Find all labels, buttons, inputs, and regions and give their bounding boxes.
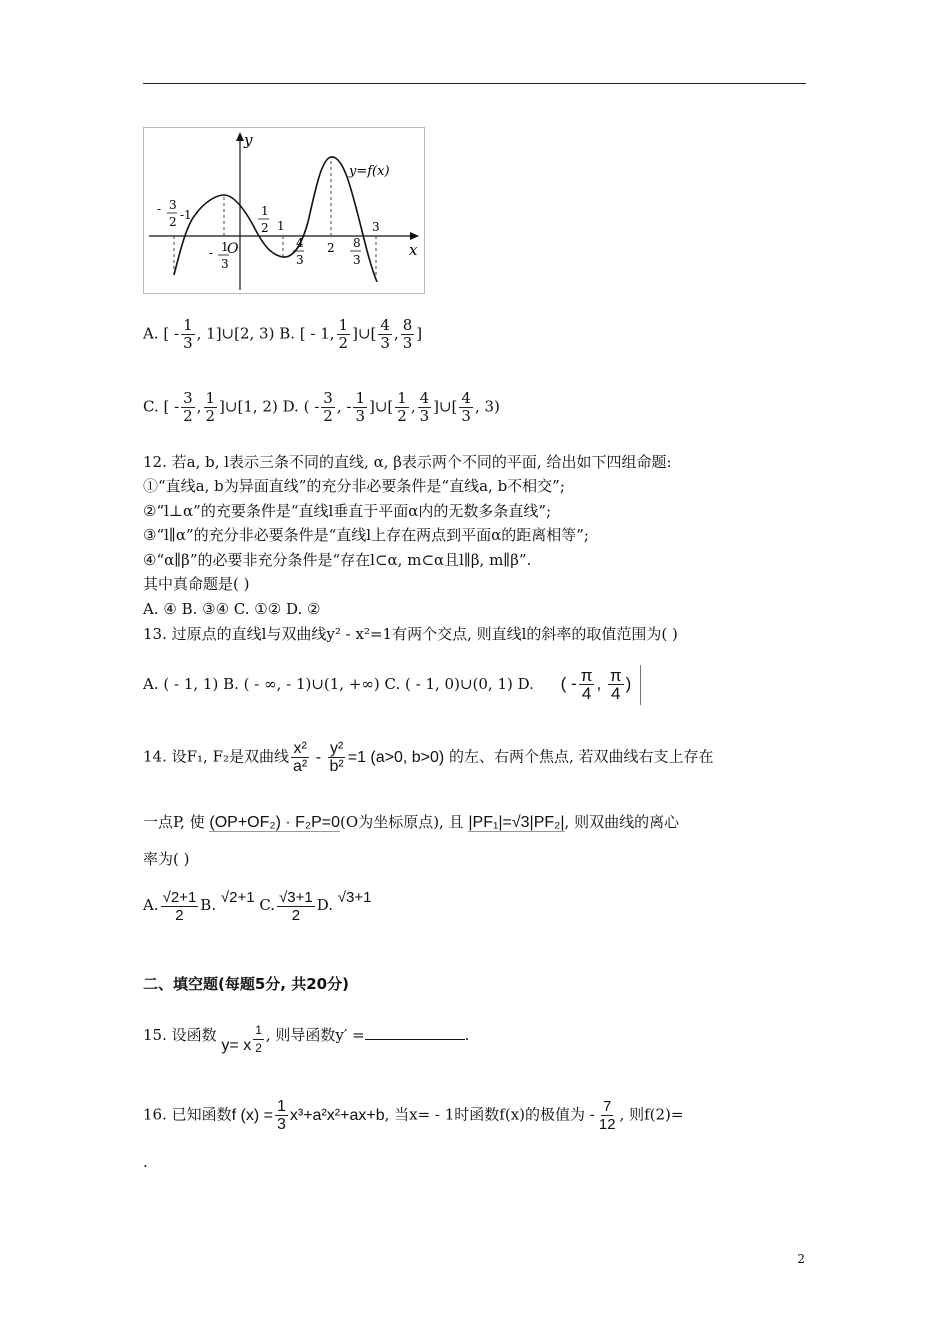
svg-text:3: 3 (296, 253, 304, 267)
q15-answer-blank[interactable] (365, 1024, 465, 1040)
svg-text:2: 2 (261, 221, 269, 235)
q16-answer-dot: . (143, 1153, 148, 1171)
q12-prop-1: ①“直线a, b为异面直线”的充分非必要条件是“直线a, b不相交”; (143, 477, 565, 495)
function-graph (143, 127, 425, 294)
q11-options-ab: A. [ - $\frac{1}{3}$ , 1]∪[2, 3) B. [ - 1, $\frac{1}{2}$ ]∪[ $\frac{4}{3}$ , $\frac{8}{3}$ ] (143, 316, 423, 352)
q12-prop-3: ③“l∥α”的充分非必要条件是“直线l上存在两点到平面α的距离相等”; (143, 526, 589, 544)
q11-options-cd: C. [ - $\frac{3}{2}$ , $\frac{1}{2}$ ]∪[1, 2) D. ( - $\frac{3}{2}$ , - $\frac{1}{3}$ ]∪[ $\frac{1}{2}$ , $\frac{4}{3}$ ]∪[ $\frac{4}{3}$ , 3) (143, 389, 500, 425)
q13-options: A. ( - 1, 1) B. ( - ∞, - 1)∪(1, +∞) C. ( - 1, 0)∪(0, 1) D. ( - $\frac{\pi}{4}$ , $\frac{\pi}{4}$ ) (143, 665, 641, 705)
q12-prop-2: ②“l⊥α”的充要条件是“直线l垂直于平面α内的无数多条直线”; (143, 502, 552, 520)
svg-text:3: 3 (221, 257, 229, 271)
q14-line-1: 14. 设F₁, F₂是双曲线 $\frac{\text{x²}}{\text{a²}}$ - $\frac{\text{y²}}{\text{b²}}$ =1 (a>0, b>0) 的左、右两个焦点, 若双曲线右支上存在 (143, 740, 714, 775)
svg-text:3: 3 (372, 220, 380, 234)
page-number: 2 (797, 1252, 805, 1266)
svg-text:4: 4 (296, 236, 304, 250)
svg-text:-: - (157, 202, 162, 216)
header-rule (143, 83, 806, 84)
svg-text:3: 3 (353, 253, 361, 267)
q12-ask: 其中真命题是( ) (143, 575, 250, 593)
function-label: y=f(x) (349, 164, 390, 179)
q16: 16. 已知函数f (x) = $\frac{1}{3}$ x³+a²x²+ax+b, 当x= - 1时函数f(x)的极值为 - $\frac{7}{12}$ , 则f(2)= (143, 1098, 684, 1134)
y-axis-label: y (244, 131, 253, 149)
q15: 15. 设函数 y= x $\frac{1}{2}$ , 则导函数y′ = . (143, 1023, 470, 1055)
svg-text:8: 8 (353, 236, 361, 250)
svg-text:2: 2 (169, 215, 177, 229)
svg-text:1: 1 (277, 219, 285, 233)
q12-stem: 12. 若a, b, l表示三条不同的直线, α, β表示两个不同的平面, 给出如下四组命题: (143, 453, 672, 471)
svg-text:-1: -1 (180, 208, 192, 222)
q14-options: A. $\frac{√2+1}{2}$ B. √2+1 C. $\frac{√3+1}{2}$ D. √3+1 (143, 888, 372, 924)
svg-text:2: 2 (327, 241, 335, 255)
q12-prop-4: ④“α∥β”的必要非充分条件是“存在l⊂α, m⊂α且l∥β, m∥β”. (143, 551, 532, 569)
q14-line-3: 率为( ) (143, 850, 190, 868)
svg-text:3: 3 (169, 198, 177, 212)
svg-text:1: 1 (261, 204, 269, 218)
origin-label: O (227, 241, 239, 257)
svg-text:1: 1 (221, 240, 229, 254)
svg-text:-: - (209, 246, 214, 260)
q12-options: A. ④ B. ③④ C. ①② D. ② (143, 600, 321, 618)
x-axis-label: x (409, 241, 418, 259)
q13-stem: 13. 过原点的直线l与双曲线y² - x²=1有两个交点, 则直线l的斜率的取值范围为( ) (143, 625, 678, 643)
section-2-heading: 二、填空题(每题5分, 共20分) (143, 975, 349, 993)
q14-line-2: 一点P, 使 (OP+OF₂) · F₂P=0(O为坐标原点), 且 |PF₁|=√3|PF₂|, 则双曲线的离心 (143, 813, 680, 831)
